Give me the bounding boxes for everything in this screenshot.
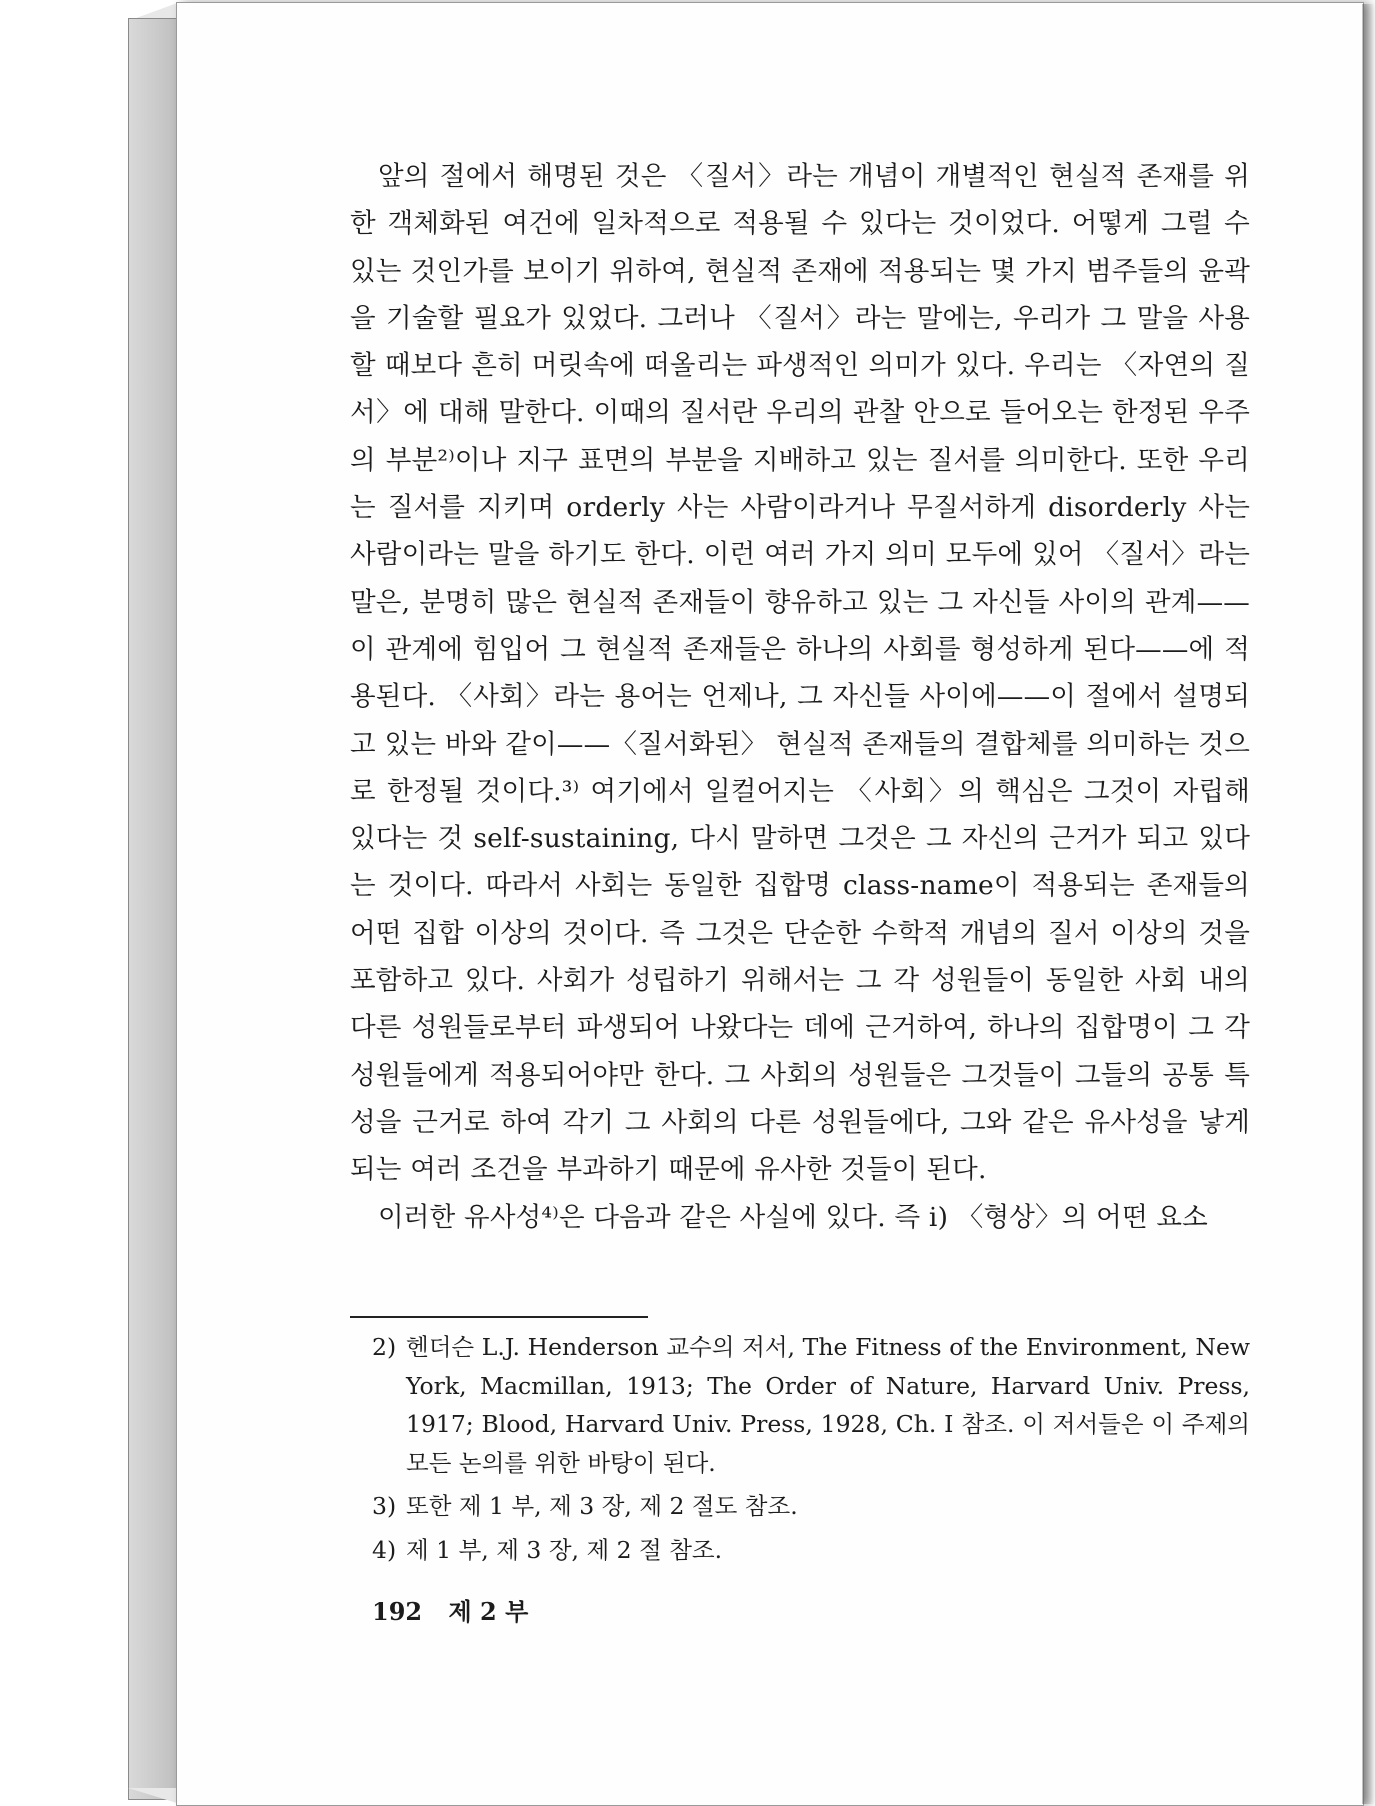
- footnote-number: 3): [372, 1492, 397, 1520]
- book-spine: [128, 18, 179, 1800]
- footnote-3: [372, 1487, 1250, 1526]
- page-number: 192: [372, 1597, 423, 1626]
- footnote-number: 4): [372, 1535, 397, 1564]
- footnote-text: 또한 제 1 부, 제 3 장, 제 2 절도 참조.: [406, 1492, 798, 1520]
- footnote-number: 2): [372, 1333, 397, 1361]
- paragraph-1: 앞의 절에서 해명된 것은 〈질서〉라는 개념이 개별적인 현실적 존재를 위한 객체화된 여건에 일차적으로 적용될 수 있다는 것이었다. 어떻게 그럴 수 있는 것인가를 보이기 위하여, 현실적 존재에 적용되는 몇 가지 범주들의 윤곽을 기술할 필요가 있었다. 그러나 〈질서〉라는 말에는, 우리가 그 말을 사용할 때보다 흔히 머릿속에 떠올리는 파생적인 의미가 있다. 우리는 〈자연의 질서〉에 대해 말한다. 이때의 질서란 우리의 관찰 안으로 들어오는 한정된 우주의 부분²⁾이나 지구 표면의 부분을 지배하고 있는 질서를 의미한다. 또한 우리는 질서를 지키며 orderly 사는 사람이라거나 무질서하게 disorderly 사는 사람이라는 말을 하기도 한다. 이런 여러 가지 의미 모두에 있어 〈질서〉라는 말은, 분명히 많은 현실적 존재들이 향유하고 있는 그 자신들 사이의 관계——이 관계에 힘입어 그 현실적 존재들은 하나의 사회를 형성하게 된다——에 적용된다. 〈사회〉라는 용어는 언제나, 그 자신들 사이에——이 절에서 설명되고 있는 바와 같이——〈질서화된〉 현실적 존재들의 결합체를 의미하는 것으로 한정될 것이다.³⁾ 여기에서 일컬어지는 〈사회〉의 핵심은 그것이 자립해 있다는 것 self-sustaining, 다시 말하면 그것은 그 자신의 근거가 되고 있다는 것이다. 따라서 사회는 동일한 집합명 class-name이 적용되는 존재들의 어떤 집합 이상의 것이다. 즉 그것은 단순한 수학적 개념의 질서 이상의 것을 포함하고 있다. 사회가 성립하기 위해서는 그 각 성원들이 동일한 사회 내의 다른 성원들로부터 파생되어 나왔다는 데에 근거하여, 하나의 집합명이 그 각 성원들에게 적용되어야만 한다. 그 사회의 성원들은 그것들이 그들의 공통 특성을 근거로 하여 각기 그 사회의 다른 성원들에다, 그와 같은 유사성을 낳게 되는 여러 조건을 부과하기 때문에 유사한 것들이 된다.: [350, 161, 1250, 1186]
- footnote-divider: [350, 1316, 648, 1318]
- footnote-2: [372, 1328, 1250, 1482]
- body-text: [350, 153, 1250, 1241]
- paragraph-2: 이러한 유사성⁴⁾은 다음과 같은 사실에 있다. 즉 i) 〈형상〉의 어떤 요소: [378, 1201, 1208, 1233]
- page-footer: [372, 1592, 546, 1627]
- footnote-text: 제 1 부, 제 3 장, 제 2 절 참조.: [406, 1535, 723, 1564]
- part-label: 제 2 부: [448, 1597, 529, 1626]
- footnotes: [372, 1328, 1250, 1574]
- footnote-text: 헨더슨 L.J. Henderson 교수의 저서, The Fitness of the Environment, New York, Macmillan, 1913; The Order of Nature, Harvard Univ. Press, 1917; Blood, Harvard Univ. Press, 1928, Ch. Ⅰ 참조. 이 저서들은 이 주제의 모든 논의를 위한 바탕이 된다.: [406, 1333, 1250, 1477]
- page-shadow: [1362, 4, 1374, 1804]
- footnote-4: [372, 1531, 1250, 1570]
